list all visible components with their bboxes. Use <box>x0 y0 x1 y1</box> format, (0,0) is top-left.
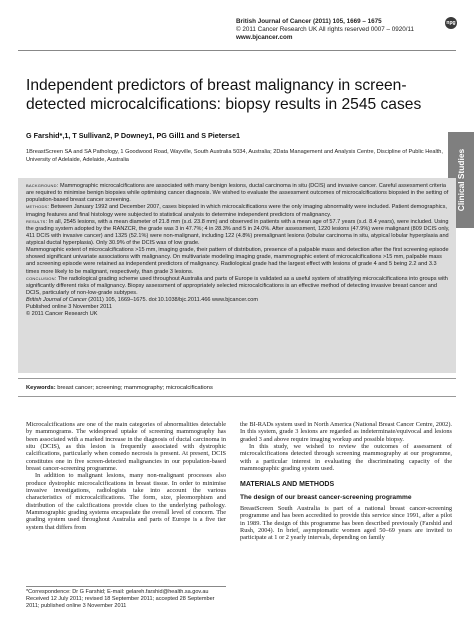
correspondence-line: *Correspondence: Dr G Farshid; E-mail: gelareh.farshid@health.sa.gov.au <box>26 589 209 595</box>
body-paragraph: In addition to malignant lesions, many non-malignant processes also produce dystrophic microcalcifications in breast tissue. In order to minimise invasive investigations, radiologists take into account the various characteristics of microcalcifications. The form, size, pleomorphism and distribution of the calcifications provide clues to the underlying pathology. Mammographic grading systems encapsulate the overall level of concern. The grading system used throughout Australia and parts of Europe is a five tier system that differs from <box>26 472 226 531</box>
abstract-citation: British Journal of Cancer (2011) 105, 1669–1675. doi:10.1038/bjc.2011.466 www.bjcancer.com <box>26 297 258 303</box>
abstract-text <box>26 183 450 318</box>
abstract-background: background: Mammographic microcalcifications are associated with many benign lesions, ductal carcinoma in situ (DCIS) and invasive cancer. Careful assessment criteria are required to minimise benign biopsies while optimising cancer diagnosis. We wished to evaluate the assessment outcomes of microcalcifications biopsied in the setting of population-based breast cancer screening. <box>26 183 449 204</box>
header-divider <box>18 50 456 51</box>
keywords-top-rule <box>18 378 456 379</box>
abstract-published-date: Published online 3 November 2011 <box>26 304 112 311</box>
section-heading: MATERIALS AND METHODS <box>240 481 335 489</box>
npg-logo-icon: npg <box>445 17 457 29</box>
abstract-conclusion: conclusion: The radiological grading scheme used throughout Australia and parts of Europe is validated as a useful system of stratifying microcalcifications into groups with significantly different risks of malignancy. Biopsy assessment of appropriately selected microcalcifications is an effective method of detecting invasive breast cancer and DCIS, particularly of non-low-grade subtypes. <box>26 275 448 296</box>
journal-copyright-line: © 2011 Cancer Research UK All rights reserved 0007 – 0920/11 <box>236 26 415 33</box>
body-paragraph: BreastScreen South Australia is part of a national breast cancer-screening programme and has been accredited to provide this service since 1991, after a pilot in 1989. The design of this programme has been described previously (Farshid and Rush, 2004). In brief, asymptomatic women aged 50–69 years are invited to participate at 1 or 2 yearly intervals, depending on family <box>240 505 452 542</box>
side-tab-label: Clinical Studies <box>456 148 466 212</box>
journal-citation-line: British Journal of Cancer (2011) 105, 1669 – 1675 <box>236 18 382 25</box>
abstract-methods: methods: Between January 1992 and December 2007, cases biopsied in which microcalcifications were the only imaging abnormality were included. Patient demographics, imaging features and final histology were subjected to statistical analysis to determine independent predictors of malignancy. <box>26 204 447 218</box>
body-column-right <box>240 421 452 542</box>
article-title: Independent predictors of breast malignancy in screen-detected microcalcifications: biopsy results in 2545 cases <box>26 77 422 113</box>
abstract-results-continued: Mammographic extent of microcalcifications >15 mm, imaging grade, their pattern of distribution, presence of a palpable mass and detection after the first screening episode showed significant univariate associations with malignancy. On multivariate modeling imaging grade, mammographic extent of microcalcifications >15 mm, palpable mass and screening episode were retained as independent predictors of malignancy. Radiological grade had the largest effect with lesions of grade 4 and 5 being 2.2 and 3.3 times more likely to be malignant, respectively, than grade 3 lesions. <box>26 247 449 275</box>
received-dates: Received 12 July 2011; revised 18 September 2011; accepted 28 September 2011; published online 3 November 2011 <box>26 596 215 610</box>
footnote-rule <box>26 586 226 587</box>
subsection-heading: The design of our breast cancer-screening programme <box>240 493 412 501</box>
body-paragraph: the BI-RADs system used in North America (National Breast Cancer Centre, 2002). In this system, grade 3 lesions are regarded as indeterminate/equivocal and lesions graded 3 and above require imaging workup and possible biopsy. <box>240 421 452 443</box>
abstract-copyright: © 2011 Cancer Research UK <box>26 311 98 318</box>
body-column-left <box>26 421 226 531</box>
affiliations: 1BreastScreen SA and SA Pathology, 1 Goodwood Road, Wayville, South Australia 5034, Australia; 2Data Management and Analysis Centre, Discipline of Public Health, University of Adelaide, Adelaide, Australia <box>26 149 443 163</box>
keywords: Keywords: breast cancer; screening; mammography; microcalcifications <box>26 385 213 391</box>
body-paragraph: Microcalcifications are one of the main categories of abnormalities detectable by mammograms. The widespread uptake of screening mammography has been associated with a marked increase in the diagnosis of ductal carcinoma in situ (DCIS), as this lesion is frequently associated with dystrophic calcifications, particularly when comedo necrosis is present. At present, DCIS constitutes one in five screen-detected malignancies in our population-based breast cancer-screening programme. <box>26 421 226 473</box>
author-list: G Farshid*,1, T Sullivan2, P Downey1, PG Gill1 and S Pieterse1 <box>26 131 240 140</box>
keywords-bottom-rule <box>18 396 456 397</box>
footnote <box>26 589 226 610</box>
journal-header <box>236 18 414 42</box>
abstract-results: results: In all, 2545 lesions, with a mean diameter of 21.8 mm (s.d. 23.8 mm) and observed in patients with a mean age of 57.7 years (s.d. 8.4 years), were included. Using the grading system adopted by the RANZCR, the grade was 3 in 47.7%; 4 in 28.3% and 5 in 24.0%. After assessment, 1220 lesions (47.9%) were malignant (809 DCIS only, 411 DCIS with invasive cancer) and 1325 (52.1%) were non-malignant, including 122 (4.8%) premalignant lesions (lobular carcinoma in situ, atypical lobular hyperplasia and atypical ductal hyperplasia). Only 30.9% of the DCIS was of low grade. <box>26 218 450 246</box>
body-paragraph: In this study, we wished to review the outcomes of assessment of microcalcifications detected through screening mammography at our programme, with a particular interest in evaluating the discriminating capacity of the mammographic grading system used. <box>240 443 452 473</box>
journal-url[interactable]: www.bjcancer.com <box>236 34 293 41</box>
